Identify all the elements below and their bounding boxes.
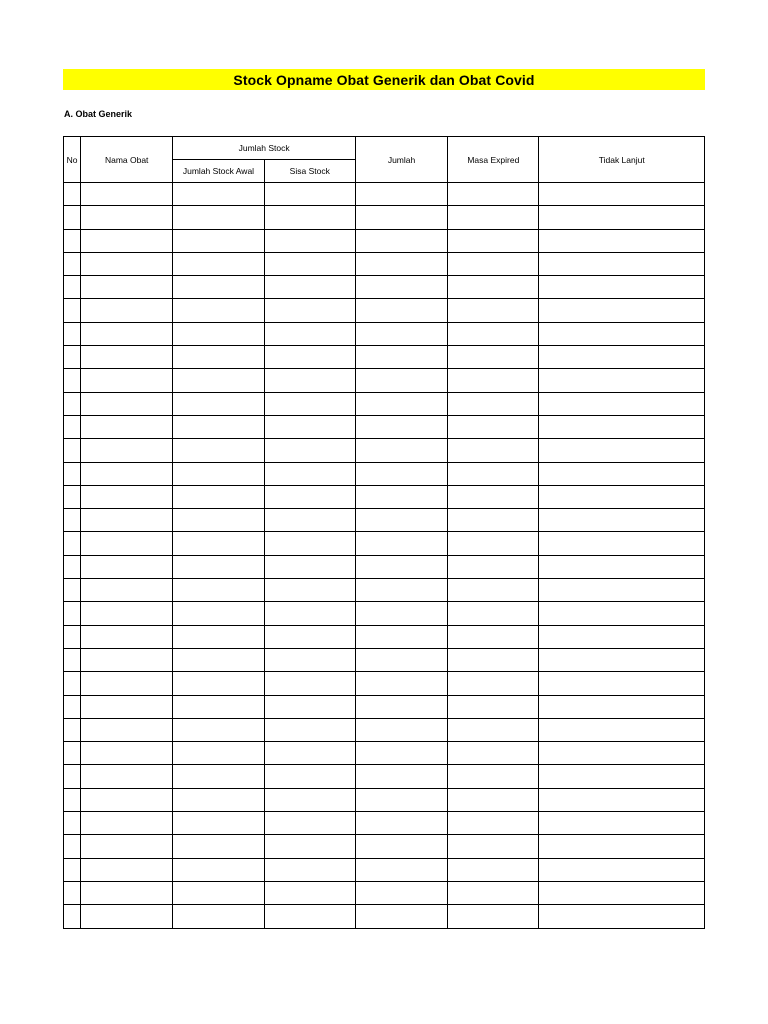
table-cell[interactable] bbox=[264, 206, 355, 229]
table-cell[interactable] bbox=[264, 718, 355, 741]
table-cell[interactable] bbox=[64, 905, 81, 928]
table-cell[interactable] bbox=[448, 322, 539, 345]
table-cell[interactable] bbox=[173, 718, 264, 741]
table-cell[interactable] bbox=[448, 415, 539, 438]
table-cell[interactable] bbox=[448, 579, 539, 602]
table-cell[interactable] bbox=[81, 183, 173, 206]
table-cell[interactable] bbox=[173, 183, 264, 206]
table-cell[interactable] bbox=[81, 322, 173, 345]
table-cell[interactable] bbox=[81, 718, 173, 741]
table-cell[interactable] bbox=[64, 555, 81, 578]
header-jumlah-stock-awal: Jumlah Stock Awal bbox=[173, 160, 264, 183]
table-cell[interactable] bbox=[64, 369, 81, 392]
table-cell[interactable] bbox=[264, 602, 355, 625]
table-cell[interactable] bbox=[173, 812, 264, 835]
table-cell[interactable] bbox=[64, 206, 81, 229]
table-cell[interactable] bbox=[64, 415, 81, 438]
table-cell[interactable] bbox=[355, 648, 447, 671]
table-cell[interactable] bbox=[264, 742, 355, 765]
table-row bbox=[64, 183, 705, 206]
table-cell[interactable] bbox=[448, 812, 539, 835]
table-cell[interactable] bbox=[64, 881, 81, 904]
table-row bbox=[64, 229, 705, 252]
table-row bbox=[64, 718, 705, 741]
table-cell[interactable] bbox=[539, 276, 705, 299]
table-cell[interactable] bbox=[355, 346, 447, 369]
table-row bbox=[64, 509, 705, 532]
table-cell[interactable] bbox=[448, 183, 539, 206]
table-row bbox=[64, 369, 705, 392]
table-cell[interactable] bbox=[173, 648, 264, 671]
table-cell[interactable] bbox=[81, 369, 173, 392]
table-cell[interactable] bbox=[81, 415, 173, 438]
table-cell[interactable] bbox=[173, 905, 264, 928]
table-cell[interactable] bbox=[81, 299, 173, 322]
table-cell[interactable] bbox=[539, 905, 705, 928]
table-row bbox=[64, 858, 705, 881]
table-cell[interactable] bbox=[264, 695, 355, 718]
table-cell[interactable] bbox=[448, 695, 539, 718]
table-cell[interactable] bbox=[173, 252, 264, 275]
table-cell[interactable] bbox=[173, 532, 264, 555]
table-cell[interactable] bbox=[355, 369, 447, 392]
table-cell[interactable] bbox=[64, 812, 81, 835]
table-cell[interactable] bbox=[448, 602, 539, 625]
table-row bbox=[64, 555, 705, 578]
table-cell[interactable] bbox=[355, 555, 447, 578]
table-cell[interactable] bbox=[355, 532, 447, 555]
table-cell[interactable] bbox=[539, 415, 705, 438]
table-cell[interactable] bbox=[264, 555, 355, 578]
table-cell[interactable] bbox=[355, 485, 447, 508]
table-cell[interactable] bbox=[173, 602, 264, 625]
table-cell[interactable] bbox=[448, 252, 539, 275]
table-cell[interactable] bbox=[173, 462, 264, 485]
table-cell[interactable] bbox=[81, 462, 173, 485]
table-cell[interactable] bbox=[539, 509, 705, 532]
table-cell[interactable] bbox=[448, 788, 539, 811]
table-cell[interactable] bbox=[264, 905, 355, 928]
table-cell[interactable] bbox=[81, 672, 173, 695]
table-cell[interactable] bbox=[355, 765, 447, 788]
table-cell[interactable] bbox=[355, 718, 447, 741]
table-cell[interactable] bbox=[539, 532, 705, 555]
table-cell[interactable] bbox=[539, 579, 705, 602]
table-row bbox=[64, 695, 705, 718]
table-row bbox=[64, 252, 705, 275]
table-cell[interactable] bbox=[264, 462, 355, 485]
table-cell[interactable] bbox=[64, 672, 81, 695]
table-cell[interactable] bbox=[539, 252, 705, 275]
table-cell[interactable] bbox=[539, 439, 705, 462]
table-cell[interactable] bbox=[64, 509, 81, 532]
table-cell[interactable] bbox=[173, 835, 264, 858]
table-cell[interactable] bbox=[64, 276, 81, 299]
table-cell[interactable] bbox=[539, 788, 705, 811]
table-cell[interactable] bbox=[355, 509, 447, 532]
table-cell[interactable] bbox=[81, 579, 173, 602]
table-row bbox=[64, 439, 705, 462]
table-row bbox=[64, 905, 705, 928]
table-cell[interactable] bbox=[64, 299, 81, 322]
table-cell[interactable] bbox=[173, 765, 264, 788]
table-cell[interactable] bbox=[81, 695, 173, 718]
table-row bbox=[64, 532, 705, 555]
table-cell[interactable] bbox=[81, 765, 173, 788]
table-cell[interactable] bbox=[355, 392, 447, 415]
table-cell[interactable] bbox=[64, 183, 81, 206]
table-cell[interactable] bbox=[448, 765, 539, 788]
table-cell[interactable] bbox=[539, 648, 705, 671]
table-cell[interactable] bbox=[64, 532, 81, 555]
table-cell[interactable] bbox=[81, 905, 173, 928]
table-cell[interactable] bbox=[539, 835, 705, 858]
table-cell[interactable] bbox=[173, 346, 264, 369]
table-cell[interactable] bbox=[448, 229, 539, 252]
table-cell[interactable] bbox=[355, 788, 447, 811]
table-cell[interactable] bbox=[64, 742, 81, 765]
header-no: No bbox=[64, 137, 81, 183]
table-cell[interactable] bbox=[355, 881, 447, 904]
table-cell[interactable] bbox=[539, 299, 705, 322]
table-cell[interactable] bbox=[448, 555, 539, 578]
table-cell[interactable] bbox=[448, 718, 539, 741]
table-cell[interactable] bbox=[173, 788, 264, 811]
table-cell[interactable] bbox=[81, 439, 173, 462]
table-cell[interactable] bbox=[355, 742, 447, 765]
table-cell[interactable] bbox=[64, 788, 81, 811]
table-cell[interactable] bbox=[81, 252, 173, 275]
table-cell[interactable] bbox=[264, 881, 355, 904]
table-cell[interactable] bbox=[539, 742, 705, 765]
header-jumlah: Jumlah bbox=[355, 137, 447, 183]
table-row bbox=[64, 788, 705, 811]
table-cell[interactable] bbox=[64, 485, 81, 508]
table-body bbox=[64, 183, 705, 929]
table-cell[interactable] bbox=[539, 718, 705, 741]
table-cell[interactable] bbox=[264, 299, 355, 322]
table-cell[interactable] bbox=[81, 229, 173, 252]
table-cell[interactable] bbox=[448, 299, 539, 322]
table-row bbox=[64, 322, 705, 345]
table-row bbox=[64, 299, 705, 322]
table-cell[interactable] bbox=[64, 718, 81, 741]
table-cell[interactable] bbox=[173, 672, 264, 695]
table-cell[interactable] bbox=[173, 415, 264, 438]
table-cell[interactable] bbox=[264, 439, 355, 462]
table-cell[interactable] bbox=[64, 229, 81, 252]
table-cell[interactable] bbox=[64, 346, 81, 369]
table-row bbox=[64, 276, 705, 299]
table-cell[interactable] bbox=[173, 509, 264, 532]
table-cell[interactable] bbox=[448, 905, 539, 928]
header-sisa-stock: Sisa Stock bbox=[264, 160, 355, 183]
table-cell[interactable] bbox=[81, 812, 173, 835]
table-cell[interactable] bbox=[81, 392, 173, 415]
table-cell[interactable] bbox=[81, 555, 173, 578]
table-cell[interactable] bbox=[173, 858, 264, 881]
table-cell[interactable] bbox=[264, 648, 355, 671]
table-cell[interactable] bbox=[173, 299, 264, 322]
table-cell[interactable] bbox=[81, 602, 173, 625]
table-cell[interactable] bbox=[64, 602, 81, 625]
table-cell[interactable] bbox=[264, 415, 355, 438]
table-cell[interactable] bbox=[539, 392, 705, 415]
table-cell[interactable] bbox=[355, 322, 447, 345]
table-cell[interactable] bbox=[173, 881, 264, 904]
table-cell[interactable] bbox=[81, 625, 173, 648]
table-cell[interactable] bbox=[264, 812, 355, 835]
table-cell[interactable] bbox=[81, 788, 173, 811]
table-row bbox=[64, 579, 705, 602]
table-row bbox=[64, 648, 705, 671]
table-row bbox=[64, 672, 705, 695]
table-cell[interactable] bbox=[448, 346, 539, 369]
table-cell[interactable] bbox=[539, 555, 705, 578]
table-cell[interactable] bbox=[173, 695, 264, 718]
table-cell[interactable] bbox=[448, 392, 539, 415]
table-cell[interactable] bbox=[264, 485, 355, 508]
table-row bbox=[64, 206, 705, 229]
table-cell[interactable] bbox=[64, 648, 81, 671]
table-row bbox=[64, 625, 705, 648]
table-cell[interactable] bbox=[539, 812, 705, 835]
table-cell[interactable] bbox=[173, 322, 264, 345]
table-cell[interactable] bbox=[64, 392, 81, 415]
table-cell[interactable] bbox=[448, 742, 539, 765]
table-cell[interactable] bbox=[264, 322, 355, 345]
table-cell[interactable] bbox=[355, 439, 447, 462]
table-cell[interactable] bbox=[81, 881, 173, 904]
table-cell[interactable] bbox=[264, 765, 355, 788]
table-row bbox=[64, 881, 705, 904]
table-cell[interactable] bbox=[264, 392, 355, 415]
table-cell[interactable] bbox=[264, 672, 355, 695]
table-cell[interactable] bbox=[81, 276, 173, 299]
table-cell[interactable] bbox=[448, 835, 539, 858]
table-cell[interactable] bbox=[448, 462, 539, 485]
table-row bbox=[64, 765, 705, 788]
table-row bbox=[64, 392, 705, 415]
table-cell[interactable] bbox=[64, 695, 81, 718]
table-cell[interactable] bbox=[355, 579, 447, 602]
table-cell[interactable] bbox=[539, 346, 705, 369]
table-cell[interactable] bbox=[539, 183, 705, 206]
table-cell[interactable] bbox=[539, 695, 705, 718]
table-cell[interactable] bbox=[448, 858, 539, 881]
table-row bbox=[64, 415, 705, 438]
table-cell[interactable] bbox=[539, 765, 705, 788]
section-label: A. Obat Generik bbox=[64, 109, 133, 119]
table-row bbox=[64, 835, 705, 858]
page-title: Stock Opname Obat Generik dan Obat Covid bbox=[233, 71, 535, 88]
table-cell[interactable] bbox=[81, 509, 173, 532]
table-cell[interactable] bbox=[448, 532, 539, 555]
table-cell[interactable] bbox=[355, 206, 447, 229]
table-cell[interactable] bbox=[539, 858, 705, 881]
table-cell[interactable] bbox=[264, 532, 355, 555]
table-cell[interactable] bbox=[539, 369, 705, 392]
table-cell[interactable] bbox=[173, 439, 264, 462]
table-cell[interactable] bbox=[355, 625, 447, 648]
table-cell[interactable] bbox=[539, 322, 705, 345]
table-cell[interactable] bbox=[173, 206, 264, 229]
table-cell[interactable] bbox=[355, 415, 447, 438]
table-row bbox=[64, 462, 705, 485]
table-cell[interactable] bbox=[173, 276, 264, 299]
table-cell[interactable] bbox=[264, 579, 355, 602]
table-cell[interactable] bbox=[355, 672, 447, 695]
table-cell[interactable] bbox=[355, 812, 447, 835]
table-cell[interactable] bbox=[355, 905, 447, 928]
table-cell[interactable] bbox=[355, 858, 447, 881]
table-cell[interactable] bbox=[173, 485, 264, 508]
table-cell[interactable] bbox=[355, 276, 447, 299]
table-cell[interactable] bbox=[81, 648, 173, 671]
table-cell[interactable] bbox=[173, 625, 264, 648]
table-cell[interactable] bbox=[64, 625, 81, 648]
table-cell[interactable] bbox=[355, 183, 447, 206]
table-cell[interactable] bbox=[448, 485, 539, 508]
table-cell[interactable] bbox=[64, 252, 81, 275]
table-cell[interactable] bbox=[539, 625, 705, 648]
table-row bbox=[64, 602, 705, 625]
table-cell[interactable] bbox=[448, 276, 539, 299]
table-cell[interactable] bbox=[448, 648, 539, 671]
table-cell[interactable] bbox=[448, 881, 539, 904]
table-cell[interactable] bbox=[81, 206, 173, 229]
table-cell[interactable] bbox=[81, 346, 173, 369]
table-cell[interactable] bbox=[539, 485, 705, 508]
table-cell[interactable] bbox=[264, 625, 355, 648]
table-cell[interactable] bbox=[539, 602, 705, 625]
header-jumlah-stock: Jumlah Stock bbox=[173, 137, 356, 160]
table-cell[interactable] bbox=[448, 509, 539, 532]
header-tidak-lanjut: Tidak Lanjut bbox=[539, 137, 705, 183]
table-cell[interactable] bbox=[173, 555, 264, 578]
table-row bbox=[64, 742, 705, 765]
table-cell[interactable] bbox=[539, 206, 705, 229]
table-cell[interactable] bbox=[355, 252, 447, 275]
table-cell[interactable] bbox=[81, 485, 173, 508]
table-cell[interactable] bbox=[448, 672, 539, 695]
table-cell[interactable] bbox=[539, 229, 705, 252]
table-cell[interactable] bbox=[355, 835, 447, 858]
table-cell[interactable] bbox=[264, 858, 355, 881]
table-cell[interactable] bbox=[539, 672, 705, 695]
table-row bbox=[64, 485, 705, 508]
table-row bbox=[64, 346, 705, 369]
table-cell[interactable] bbox=[264, 183, 355, 206]
stock-table bbox=[63, 136, 705, 929]
table-cell[interactable] bbox=[173, 579, 264, 602]
table-cell[interactable] bbox=[264, 788, 355, 811]
table-cell[interactable] bbox=[64, 835, 81, 858]
table-cell[interactable] bbox=[64, 858, 81, 881]
table-cell[interactable] bbox=[539, 462, 705, 485]
table-cell[interactable] bbox=[264, 252, 355, 275]
table-cell[interactable] bbox=[539, 881, 705, 904]
table-cell[interactable] bbox=[64, 439, 81, 462]
table-cell[interactable] bbox=[264, 276, 355, 299]
table-cell[interactable] bbox=[64, 322, 81, 345]
table-cell[interactable] bbox=[448, 369, 539, 392]
table-cell[interactable] bbox=[264, 509, 355, 532]
table-cell[interactable] bbox=[173, 742, 264, 765]
table-cell[interactable] bbox=[64, 579, 81, 602]
header-nama-obat: Nama Obat bbox=[81, 137, 173, 183]
table-cell[interactable] bbox=[448, 625, 539, 648]
table-cell[interactable] bbox=[355, 602, 447, 625]
table-cell[interactable] bbox=[264, 369, 355, 392]
table-cell[interactable] bbox=[355, 695, 447, 718]
table-cell[interactable] bbox=[81, 532, 173, 555]
table-cell[interactable] bbox=[355, 462, 447, 485]
table-cell[interactable] bbox=[173, 392, 264, 415]
table-cell[interactable] bbox=[81, 858, 173, 881]
table-cell[interactable] bbox=[173, 369, 264, 392]
table-cell[interactable] bbox=[81, 742, 173, 765]
table-cell[interactable] bbox=[355, 299, 447, 322]
table-cell[interactable] bbox=[264, 346, 355, 369]
title-bar bbox=[63, 69, 705, 90]
table-cell[interactable] bbox=[264, 229, 355, 252]
table-cell[interactable] bbox=[173, 229, 264, 252]
table-cell[interactable] bbox=[264, 835, 355, 858]
table-cell[interactable] bbox=[64, 462, 81, 485]
table-cell[interactable] bbox=[81, 835, 173, 858]
table-cell[interactable] bbox=[448, 439, 539, 462]
table-row bbox=[64, 812, 705, 835]
table-cell[interactable] bbox=[355, 229, 447, 252]
table-cell[interactable] bbox=[448, 206, 539, 229]
table-cell[interactable] bbox=[64, 765, 81, 788]
header-masa-expired: Masa Expired bbox=[448, 137, 539, 183]
